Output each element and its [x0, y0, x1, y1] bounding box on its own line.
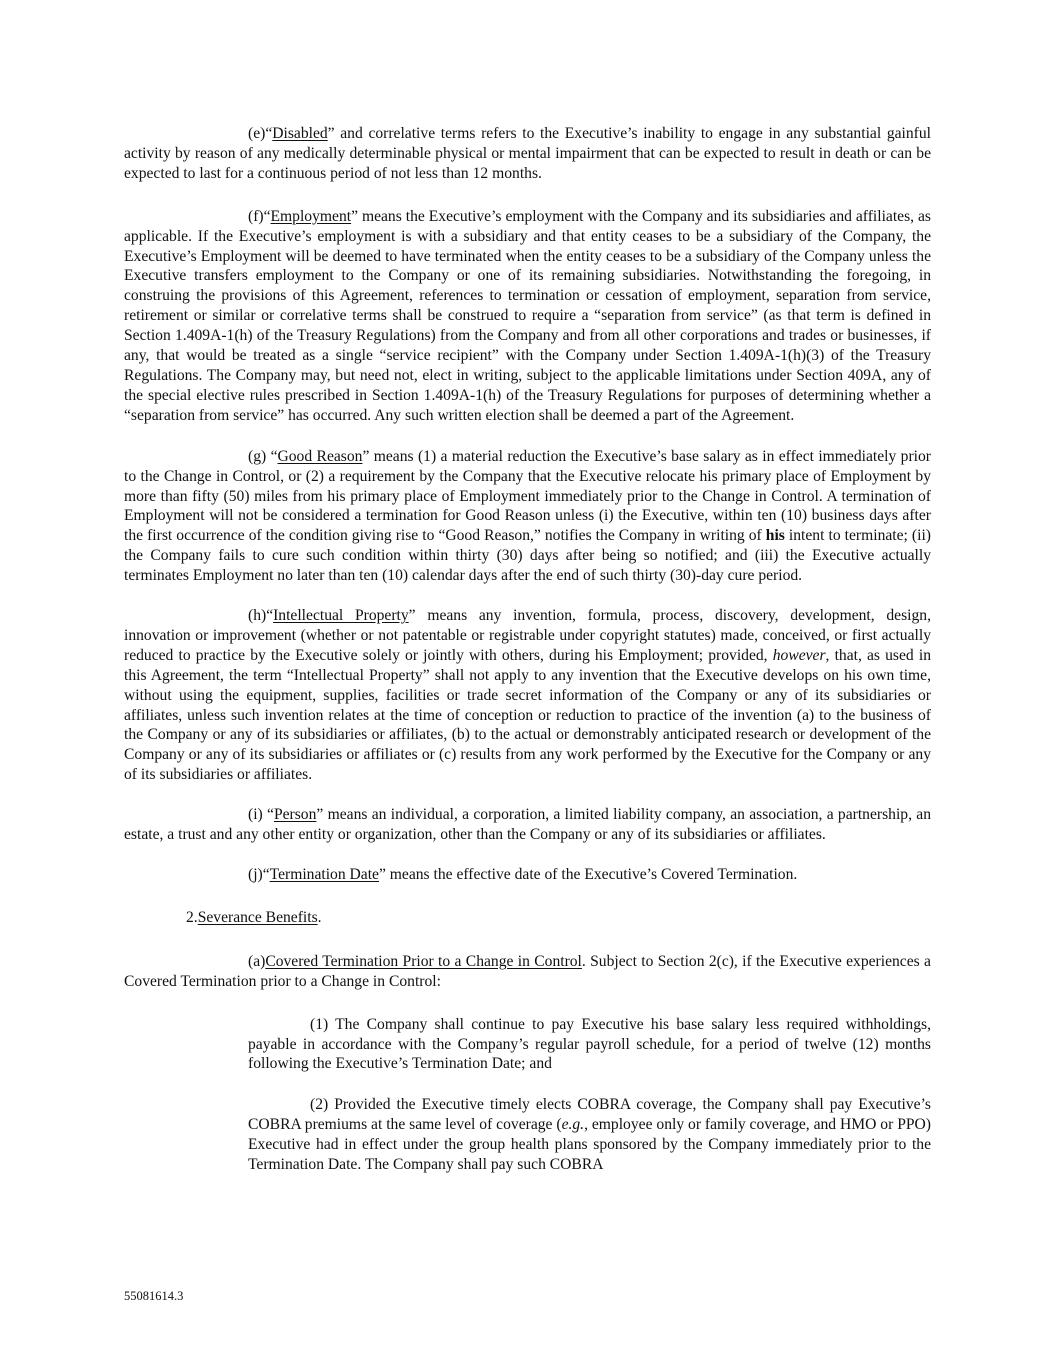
definition-text: ” and correlative terms refers to the Executive’s inability to engage in any substantial gainful activity by reason of any medically determinable physical or mental impairment that can be expected to result in death or can be expected to last for a continuous period of not less than 12 months. [124, 125, 931, 182]
defined-term: Disabled [272, 125, 328, 142]
definition-termination-date [124, 865, 931, 885]
open-quote: “ [266, 607, 274, 625]
definition-text: ” means any invention, formula, process, discovery, development, design, innovation or improvement (whether or not patentable or registrable under copyright statutes) made, conceived, or first actually reduced to practice by the Executive solely or jointly with others, during his Employment; provided, [124, 607, 931, 664]
italic-word: e.g. [561, 1116, 585, 1134]
subsection-text: . Subject to Section 2(c), if the Executive experiences a Covered Termination prior to a Change in Control: [124, 952, 931, 990]
definition-intellectual-property [124, 606, 931, 785]
open-quote: “ [263, 207, 271, 225]
subsection-label: (a) [248, 952, 266, 970]
open-quote: “ [270, 447, 278, 465]
document-id-footer: 55081614.3 [124, 1289, 184, 1303]
open-quote: “ [267, 806, 274, 824]
section-heading-severance-benefits [124, 908, 931, 928]
definition-label: (f) [248, 207, 264, 225]
definition-label: (h) [248, 607, 267, 625]
section-title-end: . [317, 908, 322, 926]
definition-text: intent to terminate; (ii) the Company fails to cure such condition within thirty (30) days after being so notified; and (iii) the Executive actually terminates Employment no later than ten (10) calendar days after the end of such thirty (30)-day cure period. [124, 527, 931, 585]
definition-good-reason [124, 447, 931, 586]
definition-disabled [124, 124, 931, 184]
section-title: Severance Benefits [197, 908, 318, 926]
subsection-title: Covered Termination Prior to a Change in Control [265, 952, 582, 970]
defined-term: Termination Date [269, 866, 379, 883]
item-label: (2) [310, 1096, 329, 1114]
definition-text: , that, as used in this Agreement, the term “Intellectual Property” shall not apply to any invention that the Executive develops on his own time, without using the equipment, supplies, facilities or trade secret information of the Company or any of its subsidiaries or affiliates, unless such invention relates at the time of conception or reduction to practice of the invention (a) to the business of the Company or any of its subsidiaries or affiliates, (b) to the actual or demonstrably anticipated research or development of the Company or any of its subsidiaries or affiliates or (c) results from any work performed by the Executive for the Company or any of its subsidiaries or affiliates. [124, 646, 931, 784]
definition-label: (i) [248, 806, 263, 824]
item-text: Provided the Executive timely elects COBRA coverage, the Company shall pay Executive’s COBRA premiums at the same level of coverage ( [248, 1096, 931, 1134]
definition-person [124, 805, 931, 845]
definition-employment [124, 207, 931, 426]
item-text: , employee only or family coverage, and HMO or PPO) Executive had in effect under the group health plans sponsored by the Company immediately prior to the Termination Date. The Company shall pay such COBRA [248, 1116, 931, 1174]
definition-label: (e) [248, 125, 266, 142]
open-quote: “ [262, 866, 270, 883]
benefit-item-2 [248, 1095, 931, 1175]
defined-term: Good Reason [277, 447, 363, 465]
defined-term: Employment [270, 207, 352, 225]
bold-word: his [765, 527, 785, 545]
italic-word: however [772, 646, 826, 664]
definition-text: ” means (1) a material reduction the Executive’s base salary as in effect immediately prior to the Change in Control, or (2) a requirement by the Company that the Executive relocate his primary place of Employment by more than fifty (50) miles from his primary place of Employment immediately prior to the Change in Control. A termination of Employment will not be considered a termination for Good Reason unless (i) the Executive, within ten (10) business days after the first occurrence of the condition giving rise to “Good Reason,” notifies the Company in writing of [124, 447, 931, 545]
definition-text: ” means an individual, a corporation, a limited liability company, an association, a partnership, an estate, a trust and any other entity or organization, other than the Company or any of its subsidiaries or affiliates. [124, 806, 931, 844]
definition-text: ” means the effective date of the Executive’s Covered Termination. [378, 866, 798, 883]
document-page [124, 124, 931, 1175]
item-label: (1) [310, 1015, 329, 1033]
defined-term: Intellectual Property [273, 607, 409, 625]
definition-label: (j) [248, 866, 263, 883]
subsection-covered-termination [124, 952, 931, 992]
benefit-item-1 [248, 1015, 931, 1075]
defined-term: Person [273, 806, 317, 824]
item-text: The Company shall continue to pay Executive his base salary less required withholdings, payable in accordance with the Company’s regular payroll schedule, for a period of twelve (12) months following the Executive’s Termination Date; and [248, 1015, 931, 1073]
definition-text: ” means the Executive’s employment with the Company and its subsidiaries and affiliates, as applicable. If the Executive’s employment is with a subsidiary and that entity ceases to be a subsidiary of the Company, the Executive’s Employment will be deemed to have terminated when the entity ceases to be a subsidiary of the Company unless the Executive transfers employment to the Company or one of its remaining subsidiaries. Notwithstanding the foregoing, in construing the provisions of this Agreement, references to termination or cessation of employment, separation from service, retirement or similar or correlative terms shall be construed to require a “separation from service” (as that term is defined in Section 1.409A-1(h) of the Treasury Regulations) from the Company and from all other corporations and trades or businesses, if any, that would be treated as a single “service recipient” with the Company under Section 1.409A-1(h)(3) of the Treasury Regulations. The Company may, but need not, elect in writing, subject to the applicable limitations under Section 409A, any of the special elective rules prescribed in Section 1.409A-1(h) of the Treasury Regulations for purposes of determining whether a “separation from service” has occurred. Any such written election shall be deemed a part of the Agreement. [124, 207, 931, 424]
section-number: 2. [186, 908, 198, 926]
definition-label: (g) [248, 447, 267, 465]
open-quote: “ [265, 125, 273, 142]
